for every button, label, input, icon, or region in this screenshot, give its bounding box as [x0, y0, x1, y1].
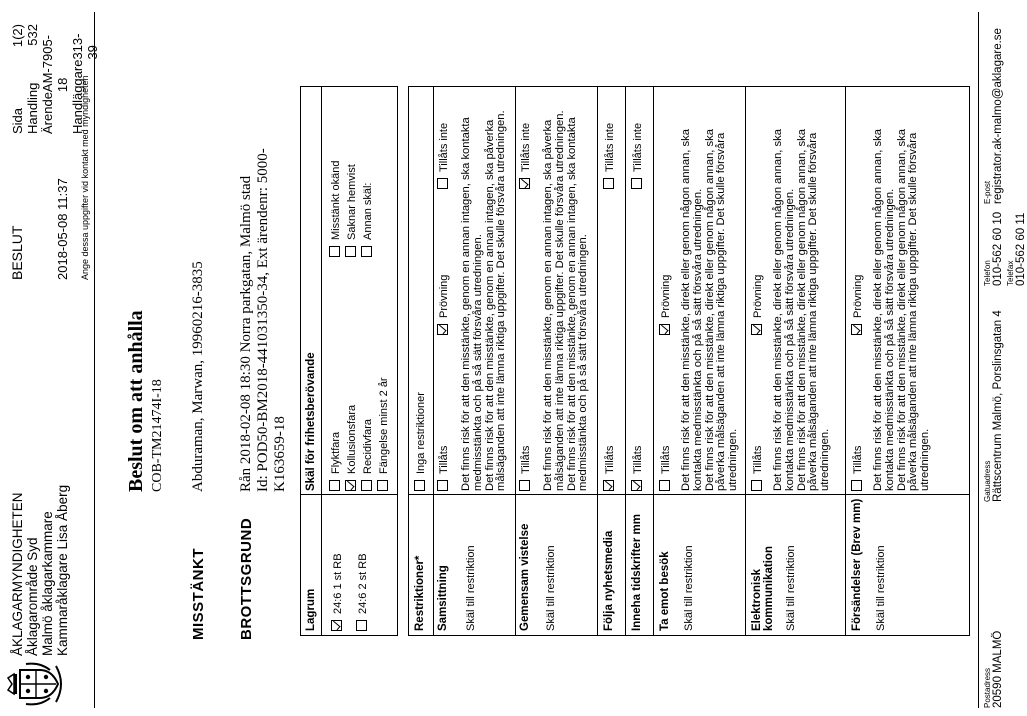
text-line: kontakta medmisstänkta och på så sätt försvåra utredningen.	[783, 188, 796, 491]
handlaggare-label: Handläggare	[70, 59, 85, 134]
reason-saknar-hemvist[interactable]	[345, 164, 358, 257]
option-tillats[interactable]	[603, 446, 616, 491]
restriction-text	[461, 91, 508, 491]
option-tillats[interactable]	[437, 446, 450, 491]
header-rule	[94, 12, 95, 708]
reason-kollusionsfara[interactable]	[345, 405, 358, 491]
checkbox-icon[interactable]	[361, 480, 372, 491]
text-line: kontakta medmisstänkta och på så sätt försvåra utredningen.	[883, 188, 896, 491]
postadress-label: Postadress	[983, 667, 992, 708]
option-label: Prövning	[752, 274, 764, 318]
suspect-label: MISSTÄNKT	[190, 548, 207, 640]
text-line: utredningen.	[727, 428, 740, 491]
option-tillats[interactable]	[631, 446, 644, 491]
doc-datetime: 2018-05-08 11:37	[55, 178, 70, 280]
telefax-value: 010-562 60 11	[1015, 212, 1027, 286]
crest-icon	[6, 660, 66, 708]
epost-label: E-post	[983, 180, 992, 204]
option-label: Tillåts	[852, 445, 864, 474]
lagrum-option-1[interactable]	[331, 553, 344, 631]
crime-line: K163659-18	[272, 416, 288, 492]
checkbox-checked-icon[interactable]	[437, 324, 448, 335]
checkbox-checked-icon[interactable]	[519, 178, 530, 189]
no-restrictions-label: Inga restriktioner	[415, 392, 427, 474]
option-tillats-inte[interactable]	[631, 123, 644, 189]
footer-telefon	[983, 212, 1027, 286]
restriction-label: Följa nyhetsmedia	[603, 530, 615, 631]
telefax-label: Telefax	[1006, 260, 1015, 286]
checkbox-icon[interactable]	[603, 178, 614, 189]
text-line: målsäganden att inte lämna riktiga uppgifter. Det skulle försvåra utredningen.	[553, 110, 566, 491]
restriction-reason: Skäl till restriktion	[465, 545, 477, 631]
row-rule	[745, 87, 746, 635]
epost-value[interactable]: registrator.ak-malmo@aklagare.se	[992, 28, 1004, 204]
doc-type: BESLUT	[9, 225, 25, 280]
checkbox-icon[interactable]	[851, 480, 862, 491]
checkbox-checked-icon[interactable]	[751, 324, 762, 335]
text-line: utredningen.	[819, 428, 832, 491]
text-line: medmisstänkta och på så sätt försvåra utredningen.	[471, 234, 484, 491]
checkbox-icon[interactable]	[361, 246, 372, 257]
checkbox-icon[interactable]	[329, 246, 340, 257]
reason-flyktfara[interactable]	[329, 432, 342, 491]
gatuadress-label: Gatuadress	[983, 460, 992, 502]
option-label: Tillåts	[604, 445, 616, 474]
option-tillats-inte[interactable]	[437, 123, 450, 189]
checkbox-icon[interactable]	[631, 178, 642, 189]
suspect-value: Abduraman, Marwan, 19960216-3835	[190, 261, 206, 492]
option-label: Tillåts inte	[604, 122, 616, 172]
option-provning[interactable]	[751, 275, 764, 335]
option-label: Tillåts	[632, 445, 644, 474]
text-line: Det finns risk för att den misstänkte, direkt eller genom någon annan, ska	[795, 129, 808, 491]
row-rule	[845, 87, 846, 635]
org-block	[10, 485, 70, 656]
restriction-label: Försändelser (Brev mm)	[851, 498, 863, 631]
grounds-table	[300, 86, 398, 636]
restriction-label: Gemensam vistelse	[519, 523, 531, 631]
org-office: Malmö åklagarkammare	[40, 511, 55, 656]
option-label: Tillåts inte	[632, 122, 644, 172]
text-line: Det finns risk för att den misstänkte, direkt eller genom någon annan, ska	[895, 129, 908, 491]
page-label: Sida	[10, 107, 25, 134]
option-tillats[interactable]	[751, 446, 764, 491]
reason-recidivfara[interactable]	[361, 419, 374, 491]
restriction-label: Ta emot besök	[659, 551, 671, 631]
lagrum-option-label: 24:6 1 st RB	[332, 553, 344, 614]
row-rule	[625, 87, 626, 635]
text-line: Det finns risk för att den misstänkte, direkt eller genom någon annan, ska	[703, 129, 716, 491]
checkbox-checked-icon[interactable]	[603, 480, 614, 491]
row-rule	[597, 87, 598, 635]
row-rule	[515, 87, 516, 635]
checkbox-icon[interactable]	[519, 480, 530, 491]
checkbox-checked-icon[interactable]	[631, 480, 642, 491]
restriction-label: Samsittning	[437, 565, 449, 631]
row-rule	[653, 87, 654, 635]
checkbox-icon[interactable]	[377, 480, 388, 491]
option-provning[interactable]	[851, 275, 864, 335]
checkbox-icon[interactable]	[437, 480, 448, 491]
restriction-label: Elektronisk kommunikation	[751, 546, 775, 631]
option-label: Tillåts	[438, 445, 450, 474]
text-line: Det finns risk för att den misstänkte, genom en annan intagen, ska kontakta	[460, 117, 472, 491]
text-line: Det finns risk för att den misstänkte, direkt eller genom någon annan, ska	[872, 129, 884, 491]
checkbox-icon[interactable]	[659, 480, 670, 491]
text-line: påverka målsäganden att inte lämna riktiga uppgifter. Det skulle försvåra	[807, 132, 820, 491]
reason-label: Saknar hemvist	[346, 164, 358, 240]
grounds-divider	[301, 494, 397, 495]
restriction-reason: Skäl till restriktion	[683, 545, 695, 631]
gatuadress-value: Rättscentrum Malmö, Porslinsgatan 4	[992, 310, 1004, 502]
restriction-text	[773, 91, 832, 491]
crime-value	[238, 148, 289, 492]
reason-label: Misstänkt okänd	[330, 160, 342, 240]
text-line: Det finns risk för att den misstänkte, genom en annan intagen, ska kontakta	[565, 117, 578, 491]
telefon-label: Telefon	[983, 260, 992, 286]
option-label: Tillåts	[752, 445, 764, 474]
restriction-reason: Skäl till restriktion	[875, 545, 887, 631]
reason-misstankt-okand[interactable]	[329, 161, 342, 257]
option-tillats-inte[interactable]	[603, 123, 616, 189]
restriction-label: Inneha tidskrifter mm	[631, 514, 643, 631]
text-line: målsäganden att inte lämna riktiga uppgifter. Det skulle försvåra utredningen.	[495, 110, 508, 491]
checkbox-icon[interactable]	[345, 246, 356, 257]
checkbox-checked-icon[interactable]	[851, 324, 862, 335]
checkbox-icon[interactable]	[329, 480, 340, 491]
checkbox-icon[interactable]	[751, 480, 762, 491]
checkbox-icon[interactable]	[414, 480, 425, 491]
option-label: Tillåts inte	[520, 122, 532, 172]
reason-label: Annan skäl:	[362, 182, 374, 240]
restriction-text	[873, 91, 932, 491]
text-line: påverka målsäganden att inte lämna riktiga uppgifter. Det skulle försvåra	[907, 132, 920, 491]
restriction-text	[543, 91, 590, 491]
reason-label: Fängelse minst 2 år	[378, 377, 390, 474]
option-label: Prövning	[438, 274, 450, 318]
option-tillats[interactable]	[519, 446, 532, 491]
reason-annan[interactable]	[361, 183, 374, 257]
text-line: utredningen.	[919, 428, 932, 491]
footer-gatuadress	[983, 310, 1004, 502]
option-label: Tillåts	[520, 445, 532, 474]
reason-label: Recidivfara	[362, 418, 374, 474]
crime-label: BROTTSGRUND	[238, 517, 255, 640]
text-line: Det finns risk för att den misstänkte, direkt eller genom någon annan, ska	[772, 129, 784, 491]
checkbox-icon[interactable]	[437, 178, 448, 189]
handling-value: 532	[25, 24, 40, 46]
checkbox-checked-icon[interactable]	[345, 480, 356, 491]
option-tillats[interactable]	[659, 446, 672, 491]
handlaggare-value: 313-39	[70, 33, 100, 60]
lagrum-option-label: 24:6 2 st RB	[357, 553, 369, 614]
page-title: Beslut om att anhålla	[125, 310, 147, 492]
reason-label: Flyktfara	[330, 431, 342, 474]
restriction-text	[681, 91, 740, 491]
option-label: Prövning	[660, 274, 672, 318]
contact-note: Ange dessa uppgifter vid kontakt med myndigheten	[80, 75, 90, 280]
option-tillats-inte[interactable]	[519, 123, 532, 189]
text-line: medmisstänkta och på så sätt försvåra utredningen.	[577, 234, 590, 491]
checkbox-icon[interactable]	[356, 620, 367, 631]
checkbox-checked-icon[interactable]	[331, 620, 342, 631]
text-line: Det finns risk för att den misstänkte, genom en annan intagen, ska påverka	[483, 119, 496, 491]
text-line: påverka målsäganden att inte lämna riktiga uppgifter. Det skulle försvåra	[715, 132, 728, 491]
text-line: Det finns risk för att den misstänkte, direkt eller genom någon annan, ska	[680, 129, 692, 491]
arende-value: AM-7905-18	[40, 35, 70, 93]
crime-line: Rån 2018-02-08 18:30 Norra parkgatan, Malmö stad	[238, 175, 254, 492]
option-provning[interactable]	[659, 275, 672, 335]
restriction-reason: Skäl till restriktion	[785, 545, 797, 631]
org-name: ÅKLAGARMYNDIGHETEN	[10, 492, 25, 656]
postadress-value: 20590 MALMÖ	[992, 630, 1004, 708]
handling-label: Handling	[25, 82, 40, 134]
restrictions-table	[408, 86, 970, 636]
option-label: Tillåts inte	[438, 122, 450, 172]
text-line: kontakta medmisstänkta och på så sätt försvåra utredningen.	[691, 188, 704, 491]
reasons-header: Skäl för frihetsberövande	[305, 352, 317, 491]
reason-fangelse[interactable]	[377, 377, 390, 491]
org-prosecutor: Kammaråklagare Lisa Åberg	[55, 484, 70, 656]
no-restrictions-option[interactable]	[414, 392, 427, 491]
page-value: 1(2)	[10, 24, 25, 48]
reason-label: Kollusionsfara	[346, 404, 358, 474]
org-area: Åklagarområde Syd	[25, 537, 40, 656]
option-label: Tillåts	[660, 445, 672, 474]
grounds-header-rule	[321, 87, 322, 635]
restriction-reason: Skäl till restriktion	[545, 545, 557, 631]
restrictions-header: Restriktioner*	[414, 555, 426, 631]
footer-rule	[978, 12, 979, 708]
footer-epost	[983, 28, 1004, 204]
checkbox-checked-icon[interactable]	[659, 324, 670, 335]
footer-postadress	[983, 631, 1004, 708]
page-subtitle: COB-TM21474I-18	[150, 379, 165, 492]
arende-label: Ärende	[40, 92, 55, 134]
text-line: Det finns risk för att den misstänkte, genom en annan intagen, ska påverka	[542, 119, 554, 491]
lagrum-header: Lagrum	[305, 588, 317, 631]
telefon-value: 010-562 60 10	[992, 211, 1004, 286]
lagrum-option-2[interactable]	[356, 553, 369, 631]
option-label: Prövning	[852, 274, 864, 318]
option-tillats[interactable]	[851, 446, 864, 491]
option-provning[interactable]	[437, 275, 450, 335]
crime-line: Id: POD50-BM2018-441031350-34, Ext ärendenr: 5000-	[255, 148, 271, 492]
